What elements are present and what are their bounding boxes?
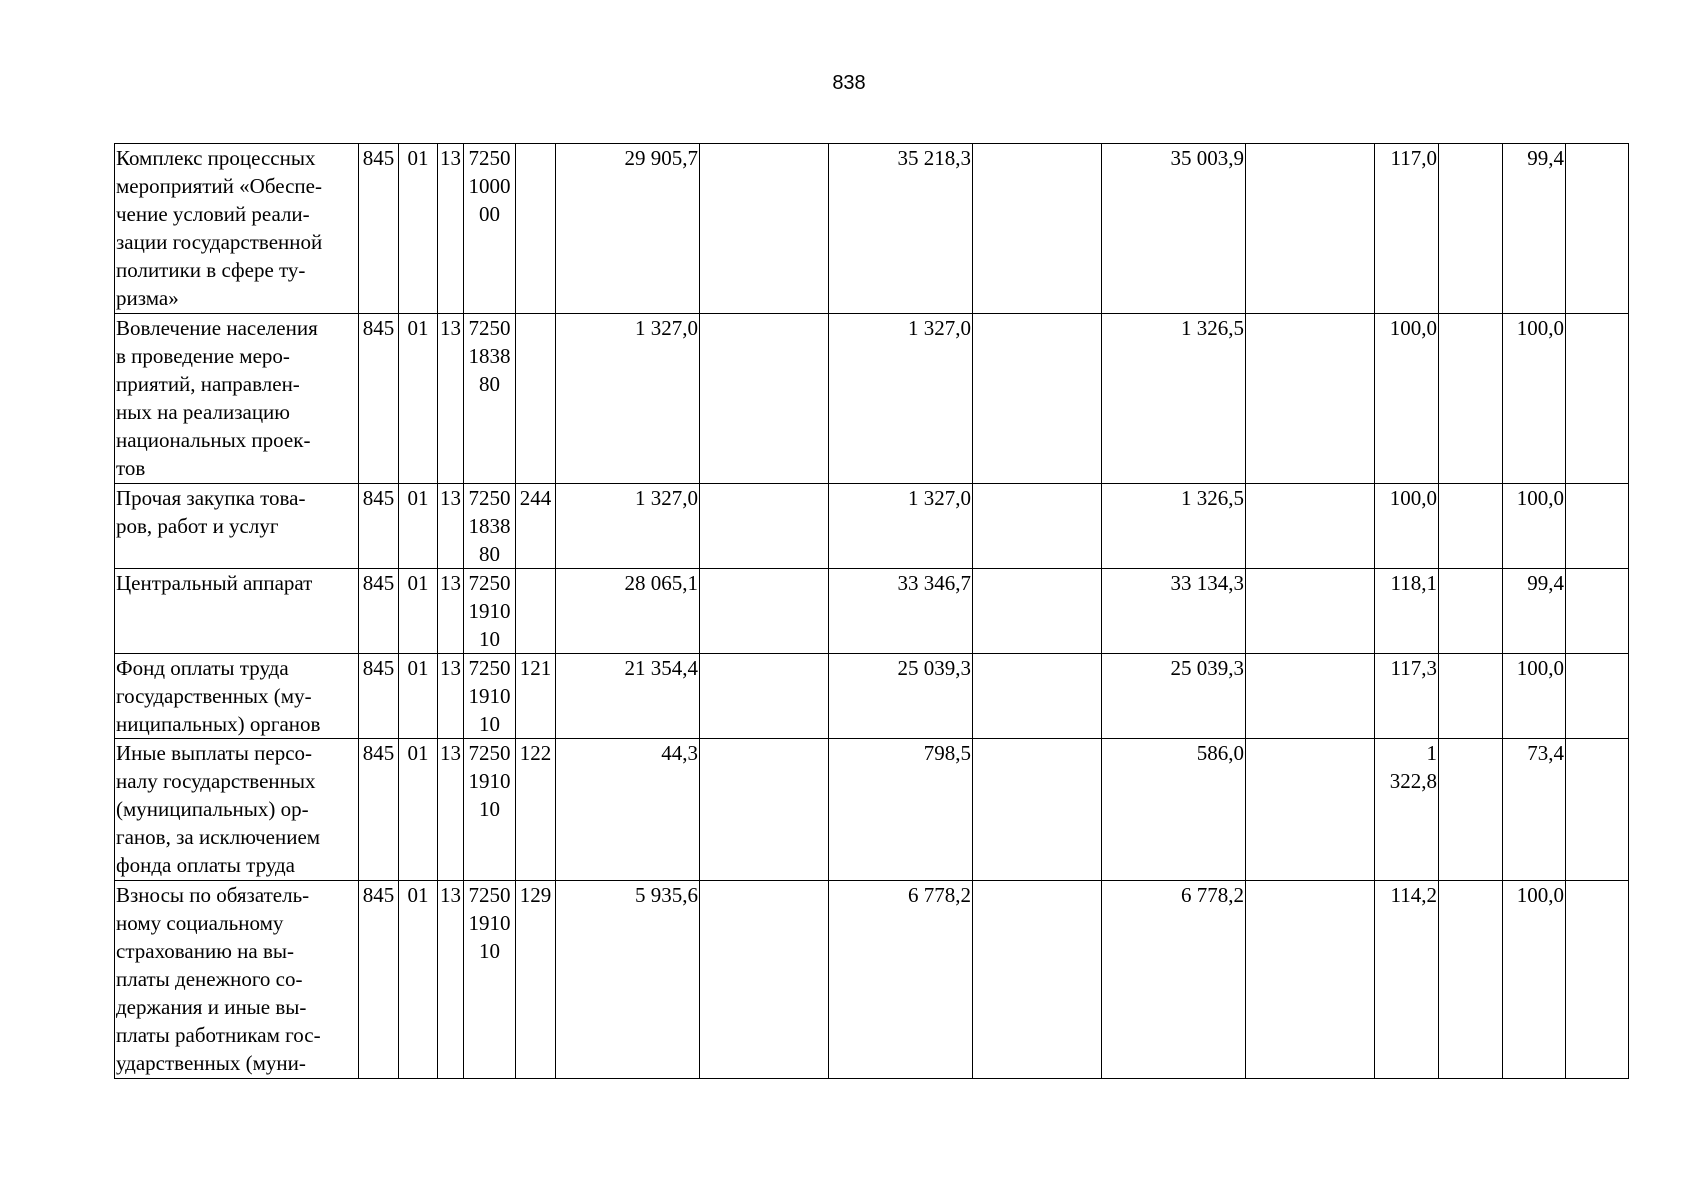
target-article-code: 7250 1910 10 [464,881,516,1079]
row-name: Иные выплаты персо- налу государственных (муниципальных) ор- ганов, за исключением фонда оплаты труда [115,739,359,881]
row-name: Центральный аппарат [115,569,359,654]
empty-cell [973,739,1102,881]
empty-cell [1439,881,1503,1079]
grbs-code: 845 [359,881,399,1079]
subsection-code: 13 [438,484,464,569]
empty-cell [1246,881,1375,1079]
section-code: 01 [399,739,438,881]
value-executed: 35 003,9 [1102,144,1246,314]
target-article-code: 7250 1910 10 [464,569,516,654]
value-refined: 25 039,3 [829,654,973,739]
subsection-code: 13 [438,569,464,654]
empty-cell [973,144,1102,314]
value-refined: 6 778,2 [829,881,973,1079]
empty-cell [1566,881,1629,1079]
empty-cell [700,739,829,881]
empty-cell [1246,569,1375,654]
value-executed: 1 326,5 [1102,484,1246,569]
expense-type-code: 122 [516,739,556,881]
value-executed: 1 326,5 [1102,314,1246,484]
subsection-code: 13 [438,739,464,881]
section-code: 01 [399,484,438,569]
value-approved: 28 065,1 [556,569,700,654]
expense-type-code [516,144,556,314]
expense-type-code: 244 [516,484,556,569]
row-name: Взносы по обязатель- ному социальному страхованию на вы- платы денежного со- держания и иные вы- платы работникам гос- ударственных (муни- [115,881,359,1079]
target-article-code: 7250 1910 10 [464,739,516,881]
empty-cell [1246,144,1375,314]
grbs-code: 845 [359,484,399,569]
expense-type-code: 121 [516,654,556,739]
grbs-code: 845 [359,739,399,881]
section-code: 01 [399,314,438,484]
empty-cell [1439,654,1503,739]
percent-execution: 100,0 [1503,881,1566,1079]
value-executed: 25 039,3 [1102,654,1246,739]
percent-growth: 117,3 [1375,654,1439,739]
percent-growth: 118,1 [1375,569,1439,654]
grbs-code: 845 [359,144,399,314]
grbs-code: 845 [359,314,399,484]
empty-cell [700,314,829,484]
value-executed: 33 134,3 [1102,569,1246,654]
value-refined: 798,5 [829,739,973,881]
row-name: Прочая закупка това- ров, работ и услуг [115,484,359,569]
table-row [115,739,1629,881]
percent-execution: 100,0 [1503,654,1566,739]
section-code: 01 [399,569,438,654]
percent-execution: 100,0 [1503,484,1566,569]
target-article-code: 7250 1838 80 [464,484,516,569]
percent-growth: 114,2 [1375,881,1439,1079]
value-refined: 1 327,0 [829,314,973,484]
empty-cell [1246,654,1375,739]
target-article-code: 7250 1838 80 [464,314,516,484]
value-approved: 1 327,0 [556,484,700,569]
empty-cell [1246,314,1375,484]
row-name: Комплекс процессных мероприятий «Обеспе- чение условий реали- зации государственной политики в сфере ту- ризма» [115,144,359,314]
table-row [115,881,1629,1079]
table-body [115,144,1629,1079]
target-article-code: 7250 1000 00 [464,144,516,314]
empty-cell [700,569,829,654]
table-row [115,569,1629,654]
empty-cell [973,314,1102,484]
empty-cell [1246,484,1375,569]
percent-execution: 99,4 [1503,569,1566,654]
value-approved: 44,3 [556,739,700,881]
page-number: 838 [832,72,866,94]
table-row [115,484,1629,569]
grbs-code: 845 [359,654,399,739]
subsection-code: 13 [438,144,464,314]
empty-cell [1439,144,1503,314]
empty-cell [700,144,829,314]
expense-type-code [516,569,556,654]
expense-type-code: 129 [516,881,556,1079]
empty-cell [1246,739,1375,881]
value-approved: 29 905,7 [556,144,700,314]
percent-growth: 117,0 [1375,144,1439,314]
empty-cell [1439,314,1503,484]
target-article-code: 7250 1910 10 [464,654,516,739]
percent-execution: 73,4 [1503,739,1566,881]
empty-cell [973,881,1102,1079]
empty-cell [1566,484,1629,569]
value-refined: 1 327,0 [829,484,973,569]
value-approved: 1 327,0 [556,314,700,484]
empty-cell [700,881,829,1079]
percent-growth: 100,0 [1375,484,1439,569]
empty-cell [1566,144,1629,314]
empty-cell [1439,484,1503,569]
section-code: 01 [399,144,438,314]
subsection-code: 13 [438,881,464,1079]
table-row [115,314,1629,484]
value-refined: 33 346,7 [829,569,973,654]
subsection-code: 13 [438,314,464,484]
empty-cell [973,569,1102,654]
section-code: 01 [399,654,438,739]
value-executed: 586,0 [1102,739,1246,881]
table-row [115,654,1629,739]
empty-cell [700,654,829,739]
value-executed: 6 778,2 [1102,881,1246,1079]
value-approved: 21 354,4 [556,654,700,739]
section-code: 01 [399,881,438,1079]
percent-execution: 99,4 [1503,144,1566,314]
empty-cell [1566,569,1629,654]
grbs-code: 845 [359,569,399,654]
empty-cell [973,654,1102,739]
percent-growth: 1 322,8 [1375,739,1439,881]
row-name: Вовлечение населения в проведение меро- приятий, направлен- ных на реализацию национальных проек- тов [115,314,359,484]
subsection-code: 13 [438,654,464,739]
budget-table [114,143,1629,1079]
row-name: Фонд оплаты труда государственных (му- ниципальных) органов [115,654,359,739]
empty-cell [1566,314,1629,484]
empty-cell [1439,739,1503,881]
expense-type-code [516,314,556,484]
empty-cell [700,484,829,569]
empty-cell [973,484,1102,569]
table-row [115,144,1629,314]
empty-cell [1566,739,1629,881]
value-approved: 5 935,6 [556,881,700,1079]
value-refined: 35 218,3 [829,144,973,314]
percent-execution: 100,0 [1503,314,1566,484]
empty-cell [1439,569,1503,654]
empty-cell [1566,654,1629,739]
percent-growth: 100,0 [1375,314,1439,484]
